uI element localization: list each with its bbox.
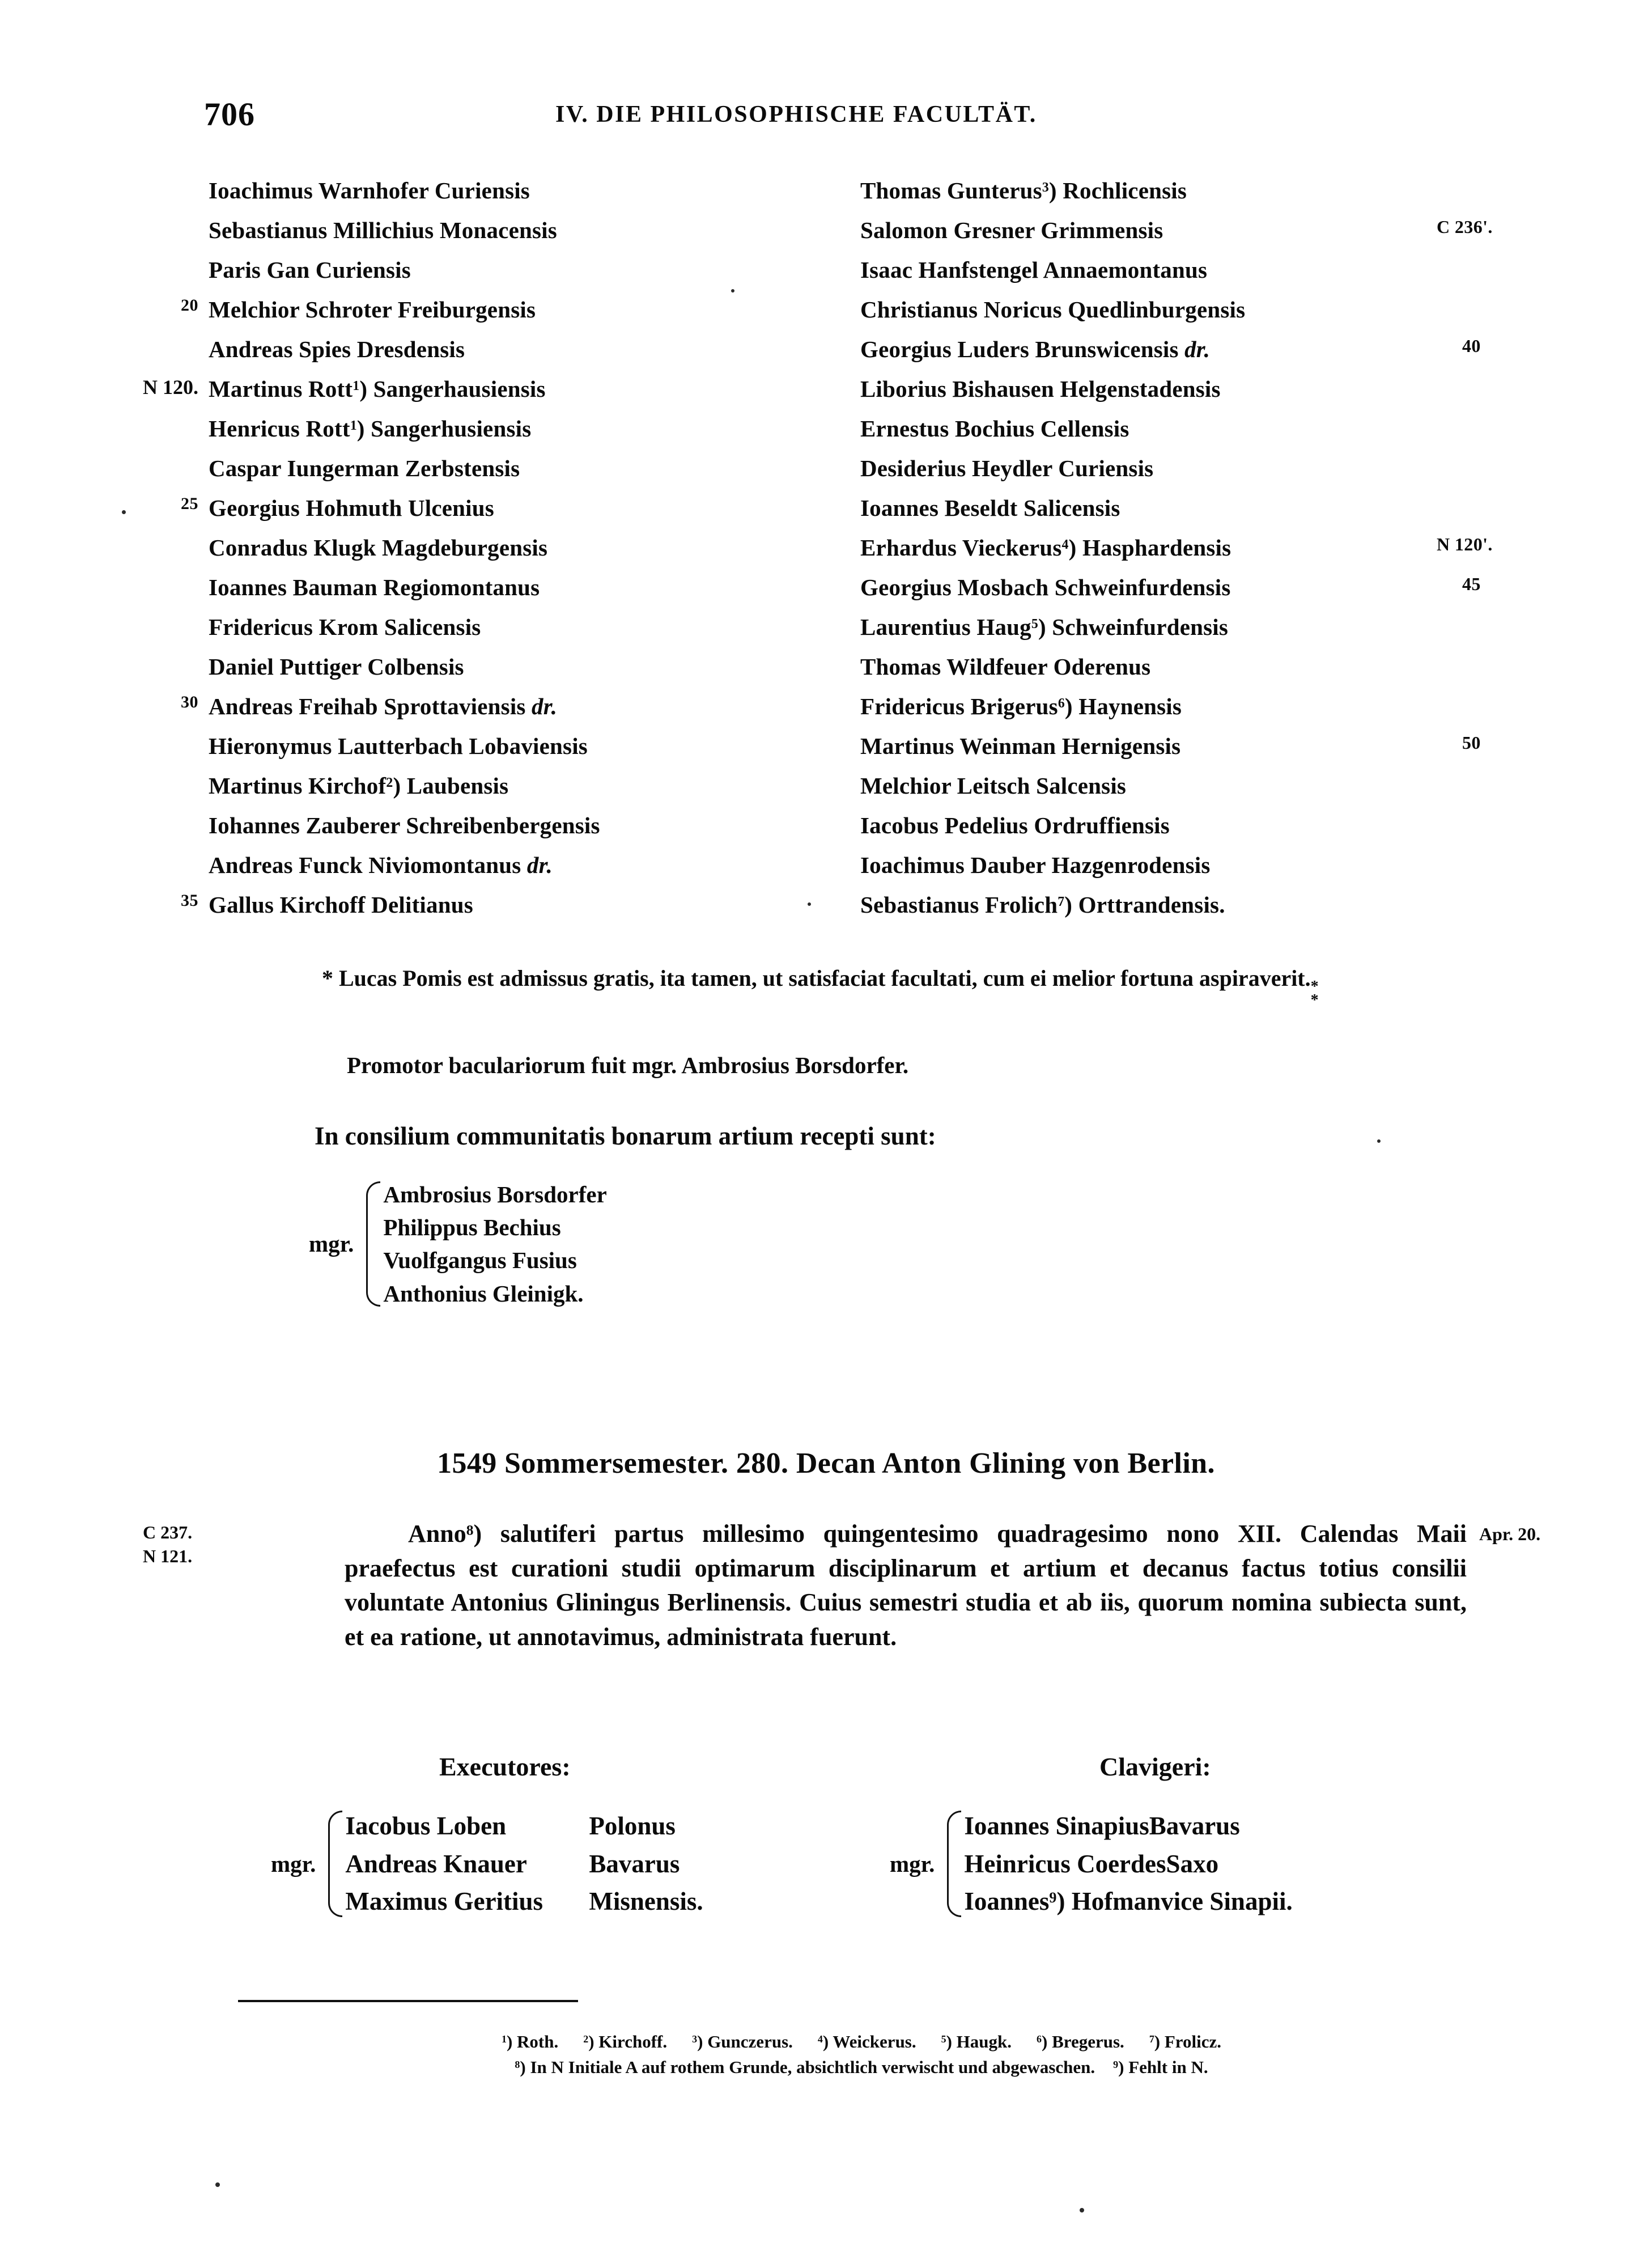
- margin-reference: N 120'.: [1437, 534, 1493, 554]
- footnote-entry: $^3$) Gunczerus.: [692, 2032, 793, 2051]
- scan-speck: [731, 289, 734, 293]
- officer-name: Heinricus CoerdesSaxo: [964, 1849, 1219, 1878]
- margin-reference: C 236'.: [1437, 217, 1493, 237]
- officer-name: Maximus Geritius Misnensis.: [345, 1887, 703, 1916]
- running-head-title: IV. DIE PHILOSOPHISCHE FACULTÄT.: [555, 101, 1037, 128]
- student-name-left: Conradus Klugk Magdeburgensis: [209, 535, 548, 561]
- matriculation-row: [0, 177, 1652, 217]
- paragraph-body: ) salutiferi partus millesimo quingentesimo quadragesimo nono XII. Calendas Maii praefectus est curationi studii optimarum disciplinarum et artium et decanus factus totius consilii voluntate Antonius Gliningus Berlinensis. Cuius semestri studia et ab iis, quorum nomina subiecta sunt, et ea ratione, ut annotavimus, administrata fuerunt.: [345, 1520, 1467, 1651]
- matriculation-row: [0, 732, 1652, 772]
- footnote-separator-rule: [238, 2000, 578, 2002]
- clavigeri-row-list: [958, 1807, 1292, 1921]
- officer-row: [964, 1807, 1292, 1845]
- officer-origin: Misnensis.: [589, 1887, 703, 1916]
- footnote-entry: $^1$) Roth.: [501, 2032, 559, 2051]
- student-name-left: Ioachimus Warnhofer Curiensis: [209, 177, 530, 204]
- student-name-right: Georgius Mosbach Schweinfurdensis: [860, 574, 1231, 600]
- officer-origin: Bavarus: [1149, 1812, 1240, 1840]
- clavigeri-mgr-label: mgr.: [890, 1850, 935, 1877]
- promotor-line: Promotor baculariorum fuit mgr. Ambrosius Borsdorfer.: [347, 1052, 909, 1078]
- margin-line-number: 50: [1462, 732, 1481, 753]
- margin-line-number: 40: [1462, 336, 1481, 356]
- student-name-right: Ernestus Bochius Cellensis: [860, 416, 1129, 442]
- student-name-right: Martinus Weinman Hernigensis: [860, 733, 1181, 759]
- student-name-left: Henricus Rott$^1$) Sangerhusiensis: [209, 416, 532, 442]
- student-name-right: Melchior Leitsch Salcensis: [860, 773, 1127, 799]
- matriculation-row: [0, 455, 1652, 494]
- executores-brace-group: [271, 1807, 703, 1921]
- scan-speck: [1377, 1139, 1381, 1143]
- executores-heading: Executores:: [439, 1752, 571, 1781]
- footnote-line-2: [238, 2055, 1485, 2080]
- scan-speck: [1080, 2208, 1084, 2212]
- margin-line-number: 45: [1462, 574, 1481, 594]
- footnotes-block: [238, 2029, 1485, 2080]
- matriculation-row: [0, 693, 1652, 732]
- row-sequence-number: 20: [181, 296, 198, 315]
- margin-note-n121: N 121.: [143, 1546, 193, 1567]
- student-name-left: Martinus Rott$^1$) Sangerhausiensis: [209, 376, 546, 402]
- footnote-entry: $^8$) In N Initiale A auf rothem Grunde, absichtlich verwischt und abgewaschen.: [515, 2057, 1095, 2077]
- officer-origin: vice Sinapii.: [1161, 1887, 1293, 1916]
- matriculation-row: [0, 415, 1652, 455]
- decanus-paragraph: [345, 1517, 1467, 1655]
- row-sequence-number: N 120.: [143, 376, 198, 399]
- scan-speck: [808, 902, 811, 906]
- clavigeri-brace-group: [890, 1807, 1293, 1921]
- footnote-entry: $^4$) Weickerus.: [817, 2032, 916, 2051]
- student-name-left: Paris Gan Curiensis: [209, 257, 411, 283]
- footnote-entry: $^5$) Haugk.: [941, 2032, 1012, 2051]
- margin-note-date: Apr. 20.: [1479, 1524, 1541, 1544]
- student-name-right: Isaac Hanfstengel Annaemontanus: [860, 257, 1208, 283]
- officer-origin: Polonus: [589, 1812, 676, 1840]
- student-name-right: Christianus Noricus Quedlinburgensis: [860, 296, 1246, 323]
- consilium-mgr-label: mgr.: [309, 1231, 354, 1257]
- matriculation-row: [0, 613, 1652, 653]
- student-name-right: Iacobus Pedelius Ordruffiensis: [860, 812, 1170, 838]
- matriculation-row: [0, 891, 1652, 931]
- officer-row: [964, 1845, 1292, 1883]
- row-sequence-number: 35: [181, 891, 198, 910]
- consilium-member: Ambrosius Borsdorfer: [383, 1181, 607, 1207]
- left-brace-icon: [939, 1807, 958, 1921]
- student-name-right: Sebastianus Frolich$^7$) Orttrandensis.: [860, 892, 1225, 918]
- left-brace-icon: [358, 1178, 377, 1310]
- student-name-right: Thomas Gunterus$^3$) Rochlicensis: [860, 177, 1187, 204]
- row-sequence-number: 30: [181, 693, 198, 711]
- scan-speck: [215, 2182, 220, 2187]
- margin-note-left: [143, 1520, 192, 1568]
- paragraph-lead-word: Anno: [408, 1520, 466, 1548]
- consilium-member: Philippus Bechius: [383, 1214, 561, 1241]
- left-brace-icon: [320, 1807, 339, 1921]
- officer-row: [964, 1883, 1292, 1921]
- officer-name: Iacobus Loben Polonus: [345, 1812, 676, 1840]
- student-name-right: Liborius Bishausen Helgenstadensis: [860, 376, 1221, 402]
- semester-heading: 1549 Sommersemester. 280. Decan Anton Glining von Berlin.: [437, 1447, 1215, 1480]
- officer-name: Andreas Knauer Bavarus: [345, 1849, 680, 1878]
- student-name-left: Fridericus Krom Salicensis: [209, 614, 481, 640]
- admission-note-text: * Lucas Pomis est admissus gratis, ita tamen, ut satisfaciat facultati, cum ei melior fortuna aspiraverit.: [322, 965, 1311, 991]
- matriculation-row: [0, 296, 1652, 336]
- student-name-right: Erhardus Vieckerus$^4$) Hasphardensis: [860, 535, 1231, 561]
- student-name-right: Fridericus Brigerus$^6$) Haynensis: [860, 693, 1182, 719]
- matriculation-row: [0, 772, 1652, 812]
- footnote-entry: $^2$) Kirchoff.: [583, 2032, 668, 2051]
- footnote-entry: $^9$) Fehlt in N.: [1113, 2057, 1208, 2077]
- consilium-heading: In consilium communitatis bonarum artium recepti sunt:: [315, 1122, 936, 1150]
- student-name-left: Sebastianus Millichius Monacensis: [209, 217, 557, 243]
- student-name-right: Salomon Gresner Grimmensis: [860, 217, 1163, 243]
- row-sequence-number: 25: [181, 494, 198, 513]
- clavigeri-heading: Clavigeri:: [1099, 1752, 1211, 1781]
- officer-origin: Saxo: [1166, 1849, 1219, 1878]
- student-name-left: Gallus Kirchoff Delitianus: [209, 892, 473, 918]
- footnote-entry: $^7$) Frolicz.: [1149, 2032, 1221, 2051]
- matriculation-row: [0, 256, 1652, 296]
- matriculation-row: [0, 812, 1652, 851]
- student-name-right: Desiderius Heydler Curiensis: [860, 455, 1154, 481]
- consilium-member: Vuolfgangus Fusius: [383, 1247, 577, 1274]
- student-name-right: Georgius Luders Brunswicensis dr.: [860, 336, 1211, 362]
- student-name-right: Ioannes Beseldt Salicensis: [860, 495, 1120, 521]
- consilium-member-list: [377, 1178, 606, 1310]
- student-name-left: Andreas Funck Niviomontanus dr.: [209, 852, 553, 878]
- student-name-left: Ioannes Bauman Regiomontanus: [209, 574, 540, 600]
- matriculation-row: [0, 653, 1652, 693]
- executores-mgr-label: mgr.: [271, 1850, 316, 1877]
- matriculation-row: [0, 336, 1652, 375]
- scan-speck: [122, 510, 126, 514]
- matriculation-row: [0, 534, 1652, 574]
- student-name-left: Iohannes Zauberer Schreibenbergensis: [209, 812, 600, 838]
- student-name-right: Ioachimus Dauber Hazgenrodensis: [860, 852, 1211, 878]
- student-name-left: Hieronymus Lautterbach Lobaviensis: [209, 733, 588, 759]
- officer-origin: Bavarus: [589, 1849, 680, 1878]
- matriculation-row: [0, 375, 1652, 415]
- student-name-left: Andreas Spies Dresdensis: [209, 336, 465, 362]
- executores-row-list: [339, 1807, 703, 1921]
- consilium-brace-group: [309, 1178, 607, 1310]
- officer-row: [345, 1845, 703, 1883]
- student-name-right: Thomas Wildfeuer Oderenus: [860, 654, 1151, 680]
- officer-name: Ioannes$^9$) Hofmanvice Sinapii.: [964, 1887, 1293, 1916]
- officer-row: [345, 1807, 703, 1845]
- footnote-line-1: [238, 2029, 1485, 2055]
- consilium-member: Anthonius Gleinigk.: [383, 1280, 584, 1307]
- student-name-right: Laurentius Haug$^5$) Schweinfurdensis: [860, 614, 1229, 640]
- officer-row: [345, 1883, 703, 1921]
- footnote-entry: $^6$) Bregerus.: [1037, 2032, 1124, 2051]
- footnote-marker-8: 8: [466, 1521, 474, 1538]
- student-name-left: Georgius Hohmuth Ulcenius: [209, 495, 494, 521]
- student-name-left: Daniel Puttiger Colbensis: [209, 654, 464, 680]
- matriculation-row: [0, 494, 1652, 534]
- matriculation-row: [0, 217, 1652, 256]
- matriculation-row: [0, 574, 1652, 613]
- student-name-left: Martinus Kirchof$^2$) Laubensis: [209, 773, 509, 799]
- matriculation-row: [0, 851, 1652, 891]
- student-name-left: Andreas Freihab Sprottaviensis dr.: [209, 693, 558, 719]
- page-number: 706: [204, 96, 255, 133]
- matriculation-list: [0, 177, 1652, 931]
- officer-name: Ioannes SinapiusBavarus: [964, 1812, 1240, 1840]
- student-name-left: Melchior Schroter Freiburgensis: [209, 296, 536, 323]
- admission-note: * Lucas Pomis est admissus gratis, ita tamen, ut satisfaciat facultati, cum ei melior fortuna aspiraverit. * *: [322, 965, 1319, 1009]
- student-name-left: Caspar Iungerman Zerbstensis: [209, 455, 520, 481]
- margin-note-c237: C 237.: [143, 1522, 193, 1542]
- running-head: [0, 95, 1652, 132]
